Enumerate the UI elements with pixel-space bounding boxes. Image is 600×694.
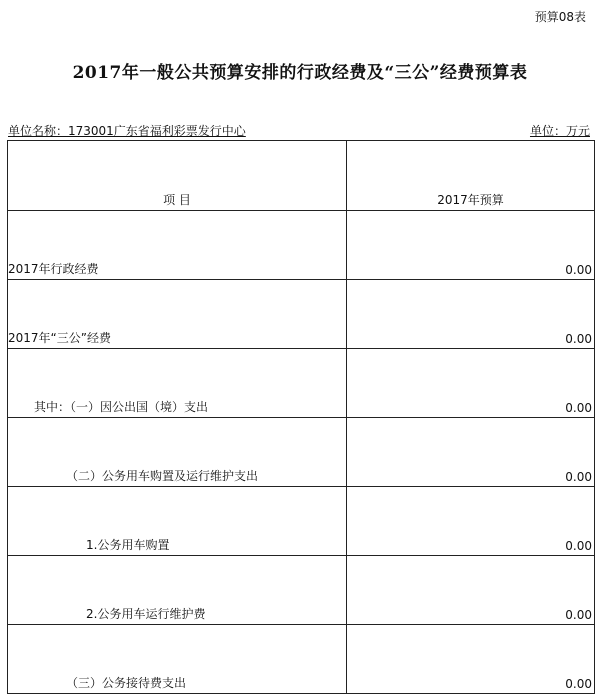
header-item: 项 目 — [8, 141, 347, 211]
table-row — [8, 280, 595, 349]
row-value: 0.00 — [347, 211, 595, 280]
row-label: （二）公务用车购置及运行维护支出 — [8, 418, 347, 487]
row-label: 1.公务用车购置 — [8, 487, 347, 556]
row-value: 0.00 — [347, 349, 595, 418]
row-value: 0.00 — [347, 280, 595, 349]
table-row — [8, 625, 595, 694]
row-value: 0.00 — [347, 556, 595, 625]
row-value: 0.00 — [347, 487, 595, 556]
page-title: 2017年一般公共预算安排的行政经费及“三公”经费预算表 — [72, 63, 528, 83]
form-number: 预算08表 — [534, 10, 586, 24]
header-budget: 2017年预算 — [347, 141, 595, 211]
table-row — [8, 211, 595, 280]
row-label: 2017年“三公”经费 — [8, 280, 347, 349]
unit-measure: 单位：万元 — [529, 124, 590, 138]
row-value: 0.00 — [347, 625, 595, 694]
row-value: 0.00 — [347, 418, 595, 487]
table-row — [8, 487, 595, 556]
table-header-row — [8, 141, 595, 211]
table-row — [8, 556, 595, 625]
table-row — [8, 349, 595, 418]
row-label: 2.公务用车运行维护费 — [8, 556, 347, 625]
table-row — [8, 418, 595, 487]
row-label: （三）公务接待费支出 — [8, 625, 347, 694]
row-label: 其中：（一）因公出国（境）支出 — [8, 349, 347, 418]
budget-table — [7, 140, 595, 694]
unit-name: 单位名称：173001广东省福利彩票发行中心 — [8, 124, 246, 138]
row-label: 2017年行政经费 — [8, 211, 347, 280]
